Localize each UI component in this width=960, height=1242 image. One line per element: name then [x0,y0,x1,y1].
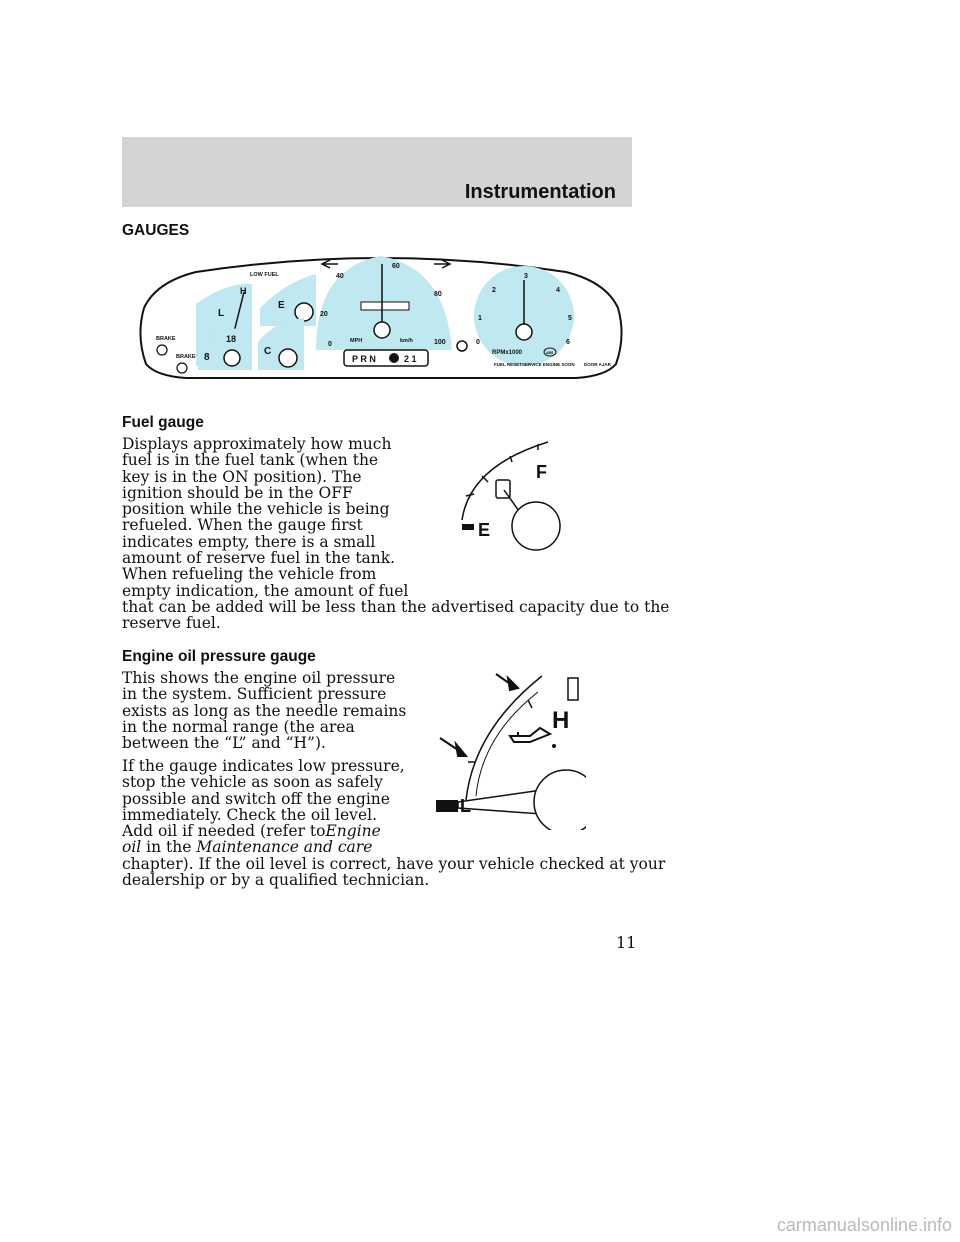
page-section-title: Instrumentation [464,181,616,203]
oil-p2-tail-2: dealership or by a qualified technician. [122,871,430,890]
fuel-line-2: fuel is in the fuel tank (when the [122,451,379,470]
fuel-gauge-hub [512,502,560,550]
fuel-line-10: empty indication, the amount of fuel [122,581,409,600]
watermark: carmanualsonline.info [776,1215,952,1235]
fuel-line-12: reserve fuel. [122,614,221,633]
oil-p1-line-5: between the “L” and “H”). [122,734,326,753]
gear-21: 2 1 [404,354,417,364]
gauges-heading: GAUGES [122,222,190,239]
oil-p2-line-4: immediately. Check the oil level. [122,805,378,824]
fuel-line-6: refueled. When the gauge first [122,516,363,535]
oil-p1-line-3: exists as long as the needle remains [122,701,407,720]
speedo-outer-0: 0 [328,341,332,348]
tach-5: 5 [568,315,572,322]
oil-gauge-hub [534,770,586,830]
fuel-line-8: amount of reserve fuel in the tank. [122,549,396,568]
oil-fig-H: H [552,707,570,734]
tachometer-icon [474,266,574,366]
fuel-line-1: Displays approximately how much [122,435,392,453]
oil-fig-L: L [460,796,471,816]
instrument-cluster-figure [136,246,626,386]
fuel-line-9: When refueling the vehicle from [122,565,377,584]
door-ajar-label: DOOR AJAR [584,362,611,367]
tach-3: 3 [524,273,528,280]
fuel-gauge-figure [452,436,576,556]
fuel-line-3: key is in the ON position). The [122,467,362,486]
battery-gauge-18: 18 [226,334,237,344]
gear-d-marker [389,353,399,363]
speedo-outer-60: 60 [392,263,400,270]
tach-unit: RPMx1000 [492,350,523,356]
speedo-outer-20: 20 [320,311,328,318]
brake-label-top: BRAKE [156,336,176,342]
tach-0: 0 [476,339,480,346]
oil-low-arrow-icon [440,738,466,756]
header-band [122,137,632,207]
fuel-fig-E: E [478,520,491,540]
speedo-outer-40: 40 [336,273,344,280]
oil-p2-tail-1: chapter). If the oil level is correct, have your vehicle checked at your [122,854,666,873]
page-number: 11 [616,933,637,952]
oil-gauge-L: L [218,308,225,319]
oil-in-the: in the [141,838,197,857]
speedo-outer-80: 80 [434,291,442,298]
oil-gauge-heading: Engine oil pressure gauge [122,648,316,665]
tach-4: 4 [556,287,560,294]
oil-p2-line-5: Add oil if needed (refer to [122,822,326,841]
oil-p1-line-2: in the system. Sufficient pressure [122,685,387,704]
low-fuel-label: LOW FUEL [250,272,279,278]
speedo-units-mph: MPH [350,338,363,344]
brake-label-bottom: BRAKE [176,354,196,360]
tach-1: 1 [478,315,482,322]
abs-label: ABS [546,351,554,355]
oil-ref-oil: oil [122,838,142,857]
tach-6: 6 [566,339,570,346]
oil-p1-line-4: in the normal range (the area [122,717,355,736]
oil-gauge-H: H [240,286,247,296]
oil-p2-line-1: If the gauge indicates low pressure, [122,757,405,775]
fuel-gauge-mini-E: E [278,300,285,311]
temp-gauge-mini-C: C [264,346,272,357]
gear-prn: P R N [352,354,376,364]
speedo-outer-100: 100 [434,339,446,346]
oil-p1-line-1: This shows the engine oil pressure [122,669,396,687]
service-engine-label: SERVICE ENGINE SOON [522,362,575,367]
oil-ref-engine: Engine [325,822,381,841]
oil-p2-line-2: stop the vehicle as soon as safely [122,773,383,792]
fuel-line-7: indicates empty, there is a small [122,532,376,551]
fuel-line-5: position while the vehicle is being [122,500,390,519]
oil-p2-line-3: possible and switch off the engine [122,789,390,808]
battery-gauge-8: 8 [204,352,210,363]
fuel-reset-label: FUEL RESET [494,362,522,367]
tach-2: 2 [492,287,496,294]
fuel-gauge-paragraph [122,436,669,632]
fuel-line-11: that can be added will be less than the advertised capacity due to the [122,597,670,616]
oil-high-arrow-icon [496,674,518,690]
fuel-line-4: ignition should be in the OFF [122,483,353,502]
fuel-fig-F: F [536,462,547,482]
fuel-gauge-heading: Fuel gauge [122,414,204,431]
oil-pressure-figure [430,670,586,830]
oil-can-icon [510,728,550,742]
oil-paragraph-1 [122,670,406,751]
speedo-units-kmh: km/h [400,338,413,344]
oil-ref-maintenance: Maintenance and care [196,838,373,857]
